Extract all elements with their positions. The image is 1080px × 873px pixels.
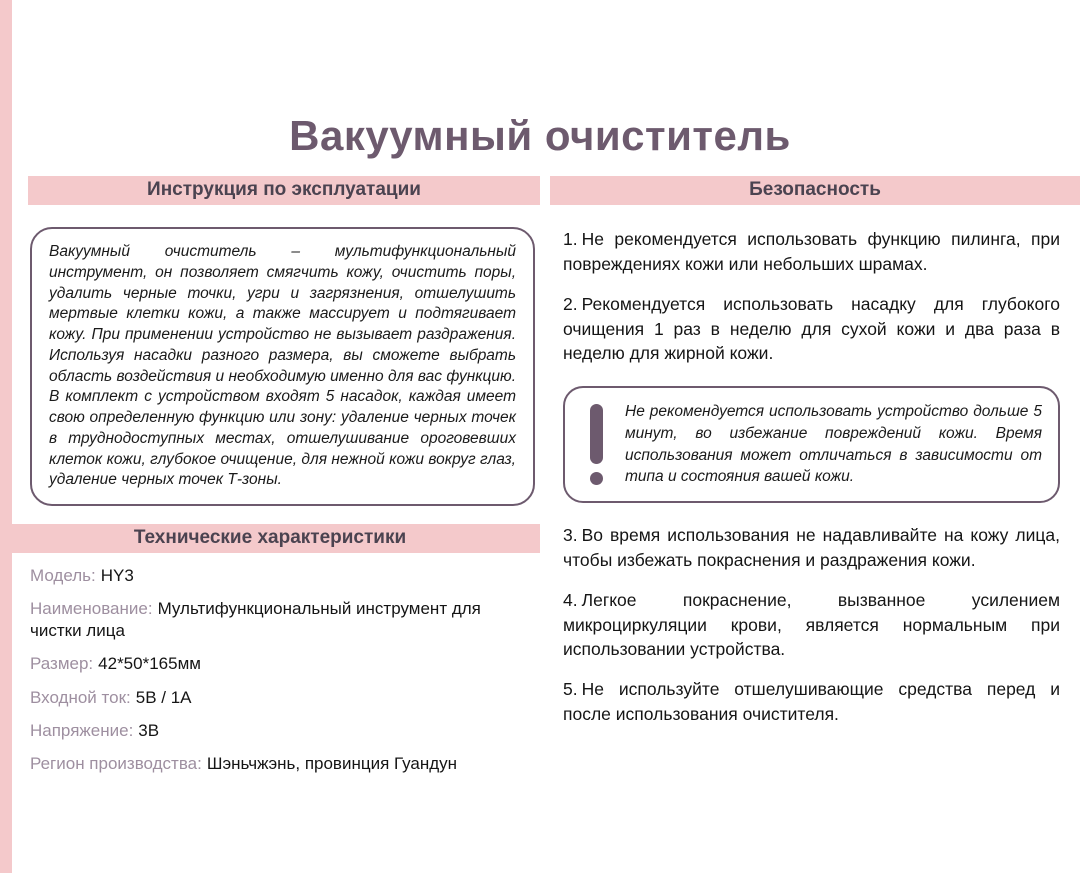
- section-header-band: [28, 176, 1080, 205]
- spec-label: Модель:: [30, 566, 96, 586]
- spec-value: Мультифункциональный инструмент для чистки лица: [30, 599, 481, 641]
- spec-value: 3В: [138, 720, 160, 740]
- spec-row-input-current: [30, 687, 535, 709]
- header-tech-specs: Технические характеристики: [0, 524, 540, 553]
- instructions-column: [30, 227, 535, 786]
- safety-item-5: [563, 677, 1060, 727]
- item-text: Не используйте отшелушивающие средства перед и после использования очистителя.: [563, 679, 1060, 725]
- safety-item-3: [563, 523, 1060, 573]
- spec-row-size: [30, 653, 535, 675]
- content-columns: [0, 227, 1080, 786]
- device-description-box: Вакуумный очиститель – мультифункциональный инструмент, он позволяет смягчить кожу, очистить поры, удалить черные точки, угри и загрязнения, отшелушить мертвые клетки кожи, а также массирует и подтягивает кожу. При применении устройство не вызывает раздражения. Используя насадки разного размера, вы сможете выбрать область воздействия и необходимую именно для вас функцию. В комплект с устройством входят 5 насадок, каждая имеет свою определенную функцию или зону: удаление черных точек в труднодоступных местах, отшелушивание ороговевших клеток кожи, глубокое очищение, для нежной кожи вокруг глаз, удаление черных точек Т-зоны.: [30, 227, 535, 506]
- spec-list: [30, 565, 535, 775]
- exclamation-bar: [590, 404, 603, 464]
- header-instructions: Инструкция по эксплуатации: [28, 176, 540, 205]
- spec-label: Напряжение:: [30, 720, 134, 740]
- spec-label: Размер:: [30, 654, 94, 674]
- item-text: Рекомендуется использовать насадку для глубокого очищения 1 раз в неделю для сухой кожи и два раза в неделю для жирной кожи.: [563, 293, 1060, 364]
- spec-row-region: [30, 753, 535, 775]
- header-safety: Безопасность: [550, 176, 1080, 205]
- exclamation-icon: [579, 404, 613, 485]
- spec-row-model: [30, 565, 535, 587]
- item-number: 3.: [563, 524, 578, 545]
- item-text: Не рекомендуется использовать функцию пилинга, при повреждениях кожи или небольших шрамах.: [563, 229, 1060, 274]
- safety-item-2: [563, 292, 1060, 367]
- spec-value: 42*50*165мм: [98, 654, 201, 674]
- spec-row-voltage: [30, 720, 535, 742]
- item-text: Во время использования не надавливайте на кожу лица, чтобы избежать покраснения и раздражения кожи.: [563, 524, 1060, 570]
- warning-callout: [563, 386, 1060, 503]
- spec-row-name: [30, 598, 535, 642]
- safety-item-4: [563, 588, 1060, 663]
- safety-column: [563, 227, 1060, 786]
- left-accent-strip: [0, 0, 12, 873]
- item-number: 4.: [563, 589, 578, 610]
- spec-value: 5В / 1А: [135, 687, 192, 707]
- spec-value: Шэньчжэнь, провинция Гуандун: [206, 753, 458, 773]
- item-text: Легкое покраснение, вызванное усилением микроциркуляции крови, является нормальным при использовании устройства.: [563, 589, 1060, 660]
- safety-item-1: [563, 227, 1060, 277]
- exclamation-dot: [590, 472, 603, 485]
- item-number: 5.: [563, 679, 578, 700]
- spec-label: Входной ток:: [30, 687, 131, 707]
- item-number: 2.: [563, 293, 578, 314]
- spec-label: Регион производства:: [30, 753, 202, 773]
- spec-value: HY3: [100, 566, 134, 586]
- item-number: 1.: [563, 229, 578, 249]
- spec-label: Наименование:: [30, 599, 153, 619]
- warning-text: Не рекомендуется использовать устройство дольше 5 минут, во избежание повреждений кожи. Время использования может отличаться в зависимости от типа и состояния вашей кожи.: [625, 403, 1042, 486]
- page-title: Вакуумный очиститель: [289, 112, 791, 159]
